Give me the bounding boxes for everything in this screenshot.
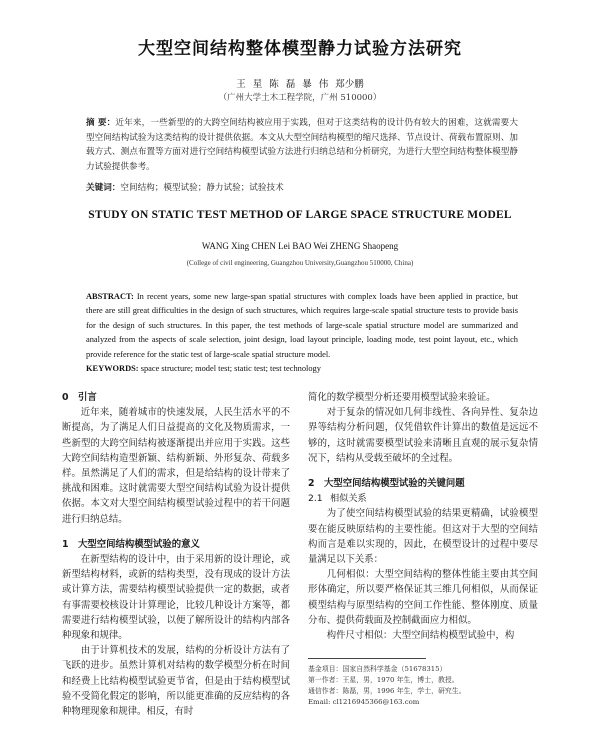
body-paragraph: 构件尺寸相似：大型空间结构模型试验中，构: [326, 630, 515, 642]
body-paragraph: 几何相似：大型空间结构的整体性能主要由其空间形体确定，所以要严格保证其三维几何相似，从而保证模型结构与原型结构的空间工作性能、整体刚度、质量分布、提供荷载面及控制截面应力相似。: [308, 569, 538, 626]
affiliation-cn: （广州大学土木工程学院，广州 510000）: [218, 93, 382, 103]
footnotes: [308, 664, 538, 708]
keywords-cn: [86, 181, 518, 193]
keywords-cn-label: 关键词：: [86, 183, 121, 193]
authors-en: WANG Xing CHEN Lei BAO Wei ZHENG Shaopeng: [201, 241, 399, 251]
body-paragraph: 由于计算机技术的发展，结构的分析设计方法有了飞跃的进步。虽然计算机对结构的数学模型分析在时间和经费上比结构模型试验更节省，但是由于结构模型试验不受简化假定的影响，所以能更准确的反应结构的各种物理现象和规律。相反，有时: [62, 645, 290, 718]
section-number: 1: [62, 538, 69, 550]
body-paragraph: 近年来，随着城市的快速发展，人民生活水平的不断提高，为了满足人们日益提高的文化及物质需求，一些新型的大跨空间结构被逐渐提出并应用于实践。这些大跨空间结构造型新颖、结构新颖、外形复杂、荷载多样。虽然满足了人们的需求，但是给结构的设计带来了挑战和困难。这时就需要大型空间结构试验为设计提供依据。本文对大型空间结构模型试验过程中的若干问题进行归纳总结。: [62, 407, 290, 525]
subsection-heading-2-1: [308, 491, 538, 506]
body-column-right: [308, 390, 538, 643]
body-paragraph: 简化的数学模型分析还要用模型试验来验证。: [308, 392, 496, 403]
section-number: 2: [308, 478, 315, 490]
subsection-title: 相似关系: [330, 493, 367, 505]
footnote-fund: 基金项目：国家自然科学基金（51678315）: [308, 665, 447, 673]
footnote-divider: [308, 658, 426, 659]
body-column-left: [62, 390, 290, 719]
section-heading-2: [308, 476, 538, 491]
abstract-en-text: In recent years, some new large-span spatial structures with complex loads have been applied in practice, but there are still great difficulties in the design of such structures, which requires large-scale spatial structure tests to provide basis for the design of such structures. In this paper, the test methods of large-scale spatial structure model are summarized and analyzed from the aspects of scale selection, joint design, load layout principle, loading mode, test point layout, etc., which provide reference for the static test of large-scale spatial structure model.: [86, 292, 518, 359]
keywords-cn-text: 空间结构；模型试验；静力试验；试验技术: [120, 183, 284, 193]
abstract-en: [86, 290, 518, 362]
paper-title-cn: 大型空间结构整体模型静力试验方法研究: [138, 39, 462, 59]
keywords-en-label: KEYWORDS:: [86, 364, 139, 373]
section-title: 大型空间结构模型试验的关键问题: [324, 478, 465, 490]
body-paragraph: 为了使空间结构模型试验的结果更精确，试验模型要在能反映原结构的主要性能。但这对于大型的空间结构而言是难以实现的，因此，在模型设计的过程中要尽量满足以下关系：: [308, 508, 538, 566]
section-heading-0: [62, 390, 290, 405]
footnote-corresponding-author: 通信作者：陈磊，男，1996 年生，学士，研究生。: [308, 687, 466, 695]
abstract-en-label: ABSTRACT:: [86, 292, 134, 301]
section-title: 引言: [78, 392, 97, 403]
abstract-cn-text: 近年来，一些新型的的大跨空间结构被应用于实践，但对于这类结构的设计仍有较大的困难，这就需要大型空间结构试验为这类结构的设计提供依据。本文从大型空间结构模型的缩尺选择、节点设计、荷载布置原则、加载方式、测点布置等方面对进行空间结构模型试验方法进行归纳总结和分析研究，为进行大型空间结构整体模型静力试验提供参考。: [86, 118, 518, 172]
body-paragraph: 在新型结构的设计中，由于采用新的设计理论，或新型结构材料，或新的结构类型，没有现成的设计方法或计算方法，需要结构模型试验提供一定的数据，或者有事需要校核设计计算理论，比较几种设计方案等，都需要进行结构模型试验，以便了解所设计的结构内部各种现象和规律。: [62, 554, 290, 642]
keywords-en: [86, 364, 518, 373]
section-title: 大型空间结构模型试验的意义: [78, 538, 200, 550]
paper-title-en: STUDY ON STATIC TEST METHOD OF LARGE SPACE STRUCTURE MODEL: [88, 209, 512, 221]
body-paragraph: 对于复杂的情况如几何非线性、各向异性、复杂边界等结构分析问题，仅凭借软件计算出的数值是远远不够的，这时就需要模型试验来清晰且直观的展示复杂情况下，结构从受载至破坏的全过程。: [308, 407, 538, 464]
section-number: 0: [62, 392, 69, 403]
affiliation-en: (College of civil engineering, Guangzhou University,Guangzhou 510000, China): [186, 259, 414, 267]
subsection-number: 2.1: [308, 493, 323, 505]
authors-cn: 王 星 陈 磊 暴 伟 郑少鹏: [236, 79, 364, 90]
abstract-cn: [86, 116, 518, 174]
footnote-first-author: 第一作者：王星，男，1970 年生，博士，教授。: [308, 676, 459, 684]
section-heading-1: [62, 537, 290, 552]
footnote-email: Email: cl1216945366@163.com: [308, 698, 420, 706]
abstract-cn-label: 摘 要：: [86, 118, 116, 128]
keywords-en-text: space structure; model test; static test; test technology: [138, 364, 321, 373]
